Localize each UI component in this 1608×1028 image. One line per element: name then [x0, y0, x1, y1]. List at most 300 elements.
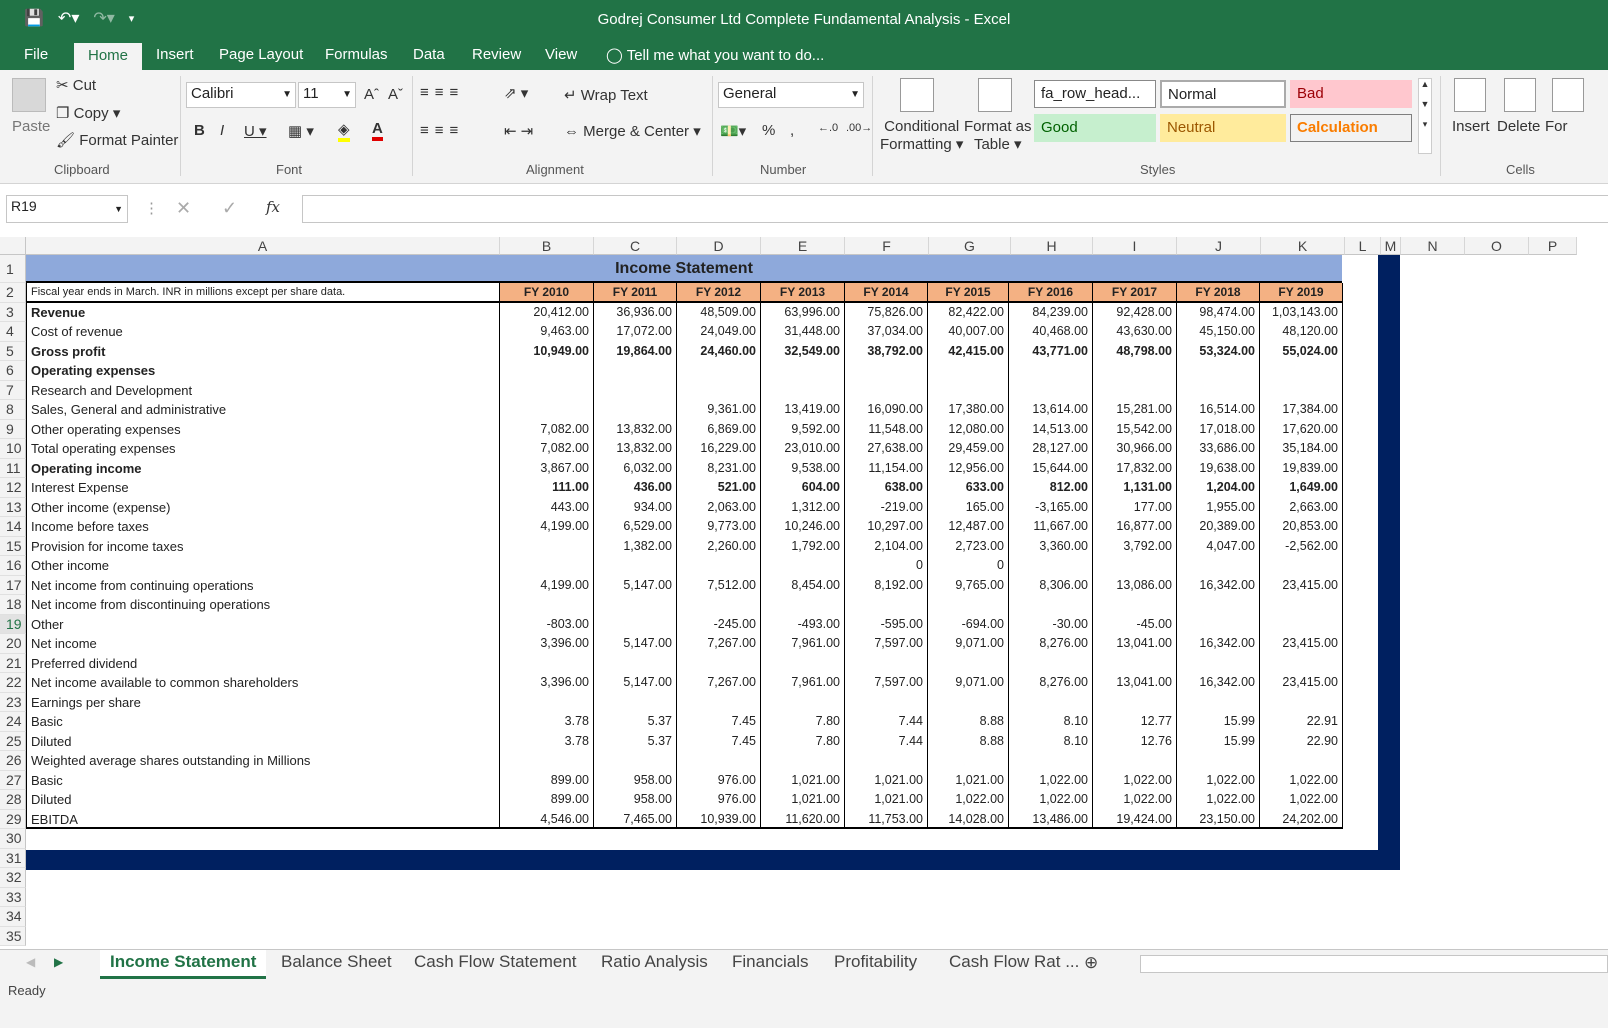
row-header[interactable]: 32: [0, 868, 26, 888]
row-label[interactable]: Earnings per share: [26, 693, 500, 713]
value-cell[interactable]: 3,396.00: [500, 673, 594, 693]
value-cell[interactable]: 9,071.00: [928, 634, 1009, 654]
value-cell[interactable]: 17,018.00: [1177, 420, 1260, 440]
indent-icons[interactable]: ⇤⇥: [504, 123, 538, 140]
currency-icon[interactable]: 💵▾: [720, 123, 747, 140]
column-header-d[interactable]: D: [677, 237, 761, 255]
row-label[interactable]: Basic: [26, 712, 500, 732]
row-header[interactable]: 22: [0, 673, 26, 693]
value-cell[interactable]: [500, 595, 594, 615]
percent-icon[interactable]: %: [762, 122, 776, 139]
format-as-table-button[interactable]: [964, 118, 1032, 153]
row-label[interactable]: Operating expenses: [26, 361, 500, 381]
value-cell[interactable]: [677, 361, 761, 381]
row-label[interactable]: Cost of revenue: [26, 322, 500, 342]
tab-home[interactable]: Home: [74, 43, 142, 70]
value-cell[interactable]: 7.80: [761, 712, 845, 732]
row-header[interactable]: 26: [0, 751, 26, 771]
tell-me-box[interactable]: [606, 46, 824, 64]
value-cell[interactable]: 1,022.00: [1177, 790, 1260, 810]
value-cell[interactable]: 6,869.00: [677, 420, 761, 440]
value-cell[interactable]: 16,342.00: [1177, 634, 1260, 654]
year-header[interactable]: FY 2013: [761, 283, 845, 303]
value-cell[interactable]: [677, 654, 761, 674]
value-cell[interactable]: 12.76: [1093, 732, 1177, 752]
style-calculation[interactable]: Calculation: [1290, 114, 1412, 142]
row-label[interactable]: Sales, General and administrative: [26, 400, 500, 420]
value-cell[interactable]: 1,792.00: [761, 537, 845, 557]
value-cell[interactable]: 1,312.00: [761, 498, 845, 518]
comma-icon[interactable]: ,: [790, 122, 795, 139]
value-cell[interactable]: 14,513.00: [1009, 420, 1093, 440]
value-cell[interactable]: 9,538.00: [761, 459, 845, 479]
value-cell[interactable]: 43,771.00: [1009, 342, 1093, 362]
value-cell[interactable]: 7,961.00: [761, 673, 845, 693]
value-cell[interactable]: [500, 693, 594, 713]
row-label[interactable]: Other operating expenses: [26, 420, 500, 440]
wrap-text-button[interactable]: [564, 86, 648, 104]
value-cell[interactable]: 31,448.00: [761, 322, 845, 342]
value-cell[interactable]: [845, 361, 928, 381]
value-cell[interactable]: 23,415.00: [1260, 576, 1343, 596]
delete-cells-button[interactable]: Delete: [1497, 118, 1541, 135]
row-header[interactable]: 4: [0, 322, 26, 342]
add-sheet-icon[interactable]: ⊕: [1084, 953, 1099, 972]
value-cell[interactable]: [1177, 595, 1260, 615]
value-cell[interactable]: [677, 751, 761, 771]
value-cell[interactable]: 165.00: [928, 498, 1009, 518]
value-cell[interactable]: 3.78: [500, 732, 594, 752]
value-cell[interactable]: 19,864.00: [594, 342, 677, 362]
value-cell[interactable]: 45,150.00: [1177, 322, 1260, 342]
value-cell[interactable]: [928, 381, 1009, 401]
value-cell[interactable]: 10,949.00: [500, 342, 594, 362]
row-header[interactable]: 30: [0, 829, 26, 849]
value-cell[interactable]: 38,792.00: [845, 342, 928, 362]
value-cell[interactable]: [928, 361, 1009, 381]
style-good[interactable]: Good: [1034, 114, 1156, 142]
value-cell[interactable]: 6,529.00: [594, 517, 677, 537]
copy-button[interactable]: ❐ Copy ▾: [56, 105, 121, 122]
value-cell[interactable]: 17,380.00: [928, 400, 1009, 420]
value-cell[interactable]: 5,147.00: [594, 634, 677, 654]
value-cell[interactable]: [1177, 361, 1260, 381]
value-cell[interactable]: 13,086.00: [1093, 576, 1177, 596]
value-cell[interactable]: 3,360.00: [1009, 537, 1093, 557]
value-cell[interactable]: 8,276.00: [1009, 673, 1093, 693]
value-cell[interactable]: 5,147.00: [594, 576, 677, 596]
row-label[interactable]: Operating income: [26, 459, 500, 479]
format-cells-button[interactable]: For: [1545, 118, 1568, 135]
row-header[interactable]: 16: [0, 556, 26, 576]
value-cell[interactable]: [761, 361, 845, 381]
tab-file[interactable]: File: [24, 46, 49, 63]
value-cell[interactable]: 55,024.00: [1260, 342, 1343, 362]
font-name-select[interactable]: [186, 82, 296, 108]
value-cell[interactable]: 10,246.00: [761, 517, 845, 537]
value-cell[interactable]: 23,415.00: [1260, 634, 1343, 654]
value-cell[interactable]: 48,798.00: [1093, 342, 1177, 362]
column-header-n[interactable]: N: [1401, 237, 1465, 255]
value-cell[interactable]: 53,324.00: [1177, 342, 1260, 362]
borders-icon[interactable]: ▦ ▾: [288, 123, 314, 140]
value-cell[interactable]: [1093, 654, 1177, 674]
column-header-f[interactable]: F: [845, 237, 929, 255]
worksheet-grid[interactable]: [0, 237, 1608, 949]
value-cell[interactable]: 1,955.00: [1177, 498, 1260, 518]
value-cell[interactable]: [594, 400, 677, 420]
value-cell[interactable]: 23,010.00: [761, 439, 845, 459]
row-header[interactable]: 19: [0, 615, 26, 635]
value-cell[interactable]: [1093, 693, 1177, 713]
value-cell[interactable]: 11,548.00: [845, 420, 928, 440]
orientation-icon[interactable]: ⇗ ▾: [504, 85, 529, 102]
value-cell[interactable]: 1,022.00: [1093, 790, 1177, 810]
value-cell[interactable]: 33,686.00: [1177, 439, 1260, 459]
value-cell[interactable]: [1177, 556, 1260, 576]
value-cell[interactable]: 958.00: [594, 790, 677, 810]
sheet-title[interactable]: Income Statement: [26, 255, 1342, 283]
value-cell[interactable]: 11,753.00: [845, 810, 928, 830]
value-cell[interactable]: [1260, 361, 1343, 381]
value-cell[interactable]: 17,832.00: [1093, 459, 1177, 479]
value-cell[interactable]: 633.00: [928, 478, 1009, 498]
value-cell[interactable]: [1260, 751, 1343, 771]
value-cell[interactable]: [1177, 693, 1260, 713]
format-painter-button[interactable]: [56, 131, 178, 149]
value-cell[interactable]: 976.00: [677, 771, 761, 791]
value-cell[interactable]: 812.00: [1009, 478, 1093, 498]
value-cell[interactable]: 8,306.00: [1009, 576, 1093, 596]
fill-color-icon[interactable]: ◈: [338, 120, 350, 142]
row-header[interactable]: 23: [0, 693, 26, 713]
value-cell[interactable]: 13,486.00: [1009, 810, 1093, 830]
value-cell[interactable]: 9,773.00: [677, 517, 761, 537]
row-header[interactable]: 14: [0, 517, 26, 537]
row-header[interactable]: 5: [0, 342, 26, 362]
value-cell[interactable]: [677, 595, 761, 615]
sheet-tab-cash-flow-ratios[interactable]: Cash Flow Rat ...: [949, 952, 1080, 971]
value-cell[interactable]: [1009, 654, 1093, 674]
value-cell[interactable]: [1009, 595, 1093, 615]
value-cell[interactable]: 111.00: [500, 478, 594, 498]
value-cell[interactable]: 8,192.00: [845, 576, 928, 596]
value-cell[interactable]: [500, 751, 594, 771]
value-cell[interactable]: -2,562.00: [1260, 537, 1343, 557]
value-cell[interactable]: 1,131.00: [1093, 478, 1177, 498]
enter-icon[interactable]: ✓: [222, 198, 238, 218]
value-cell[interactable]: [928, 693, 1009, 713]
value-cell[interactable]: [845, 595, 928, 615]
value-cell[interactable]: 17,620.00: [1260, 420, 1343, 440]
value-cell[interactable]: [1009, 693, 1093, 713]
value-cell[interactable]: 11,154.00: [845, 459, 928, 479]
value-cell[interactable]: [1260, 693, 1343, 713]
row-header[interactable]: 9: [0, 420, 26, 440]
value-cell[interactable]: 7,082.00: [500, 420, 594, 440]
column-header-i[interactable]: I: [1093, 237, 1177, 255]
value-cell[interactable]: 40,007.00: [928, 322, 1009, 342]
conditional-formatting-button[interactable]: [880, 118, 963, 153]
value-cell[interactable]: [1009, 556, 1093, 576]
insert-function-icon[interactable]: fx: [266, 198, 281, 216]
column-header-o[interactable]: O: [1465, 237, 1529, 255]
value-cell[interactable]: -694.00: [928, 615, 1009, 635]
sheet-tab-profitability[interactable]: Profitability: [834, 952, 918, 971]
save-icon[interactable]: 💾: [24, 10, 44, 27]
row-header[interactable]: 33: [0, 888, 26, 908]
value-cell[interactable]: 23,415.00: [1260, 673, 1343, 693]
value-cell[interactable]: 15.99: [1177, 732, 1260, 752]
value-cell[interactable]: [677, 381, 761, 401]
value-cell[interactable]: [928, 654, 1009, 674]
value-cell[interactable]: 16,342.00: [1177, 673, 1260, 693]
value-cell[interactable]: 2,063.00: [677, 498, 761, 518]
value-cell[interactable]: 11,620.00: [761, 810, 845, 830]
row-label[interactable]: Interest Expense: [26, 478, 500, 498]
sheet-tab-ratio-analysis[interactable]: Ratio Analysis: [601, 952, 708, 971]
value-cell[interactable]: 24,460.00: [677, 342, 761, 362]
value-cell[interactable]: 443.00: [500, 498, 594, 518]
value-cell[interactable]: 8,231.00: [677, 459, 761, 479]
value-cell[interactable]: 1,022.00: [1260, 771, 1343, 791]
value-cell[interactable]: [1177, 654, 1260, 674]
value-cell[interactable]: 15.99: [1177, 712, 1260, 732]
row-header[interactable]: 7: [0, 381, 26, 401]
row-header[interactable]: 20: [0, 634, 26, 654]
value-cell[interactable]: [500, 400, 594, 420]
value-cell[interactable]: 6,032.00: [594, 459, 677, 479]
value-cell[interactable]: 1,022.00: [1009, 771, 1093, 791]
value-cell[interactable]: 22.90: [1260, 732, 1343, 752]
value-cell[interactable]: 0: [845, 556, 928, 576]
value-cell[interactable]: 37,034.00: [845, 322, 928, 342]
value-cell[interactable]: 48,509.00: [677, 303, 761, 323]
value-cell[interactable]: [1177, 615, 1260, 635]
value-cell[interactable]: [594, 556, 677, 576]
value-cell[interactable]: 5.37: [594, 732, 677, 752]
sheet-tab-balance-sheet[interactable]: Balance Sheet: [281, 952, 392, 971]
value-cell[interactable]: 10,939.00: [677, 810, 761, 830]
value-cell[interactable]: 2,260.00: [677, 537, 761, 557]
value-cell[interactable]: [594, 615, 677, 635]
row-label[interactable]: Preferred dividend: [26, 654, 500, 674]
value-cell[interactable]: 8,454.00: [761, 576, 845, 596]
row-label[interactable]: Net income available to common shareholders: [26, 673, 500, 693]
value-cell[interactable]: [1093, 556, 1177, 576]
value-cell[interactable]: [1093, 361, 1177, 381]
value-cell[interactable]: [1260, 595, 1343, 615]
value-cell[interactable]: 604.00: [761, 478, 845, 498]
value-cell[interactable]: 12,080.00: [928, 420, 1009, 440]
underline-icon[interactable]: U ▾: [244, 123, 267, 140]
row-label[interactable]: Other income: [26, 556, 500, 576]
decrease-decimal-icon[interactable]: .00→: [846, 122, 873, 134]
value-cell[interactable]: 1,649.00: [1260, 478, 1343, 498]
value-cell[interactable]: 16,877.00: [1093, 517, 1177, 537]
year-header[interactable]: FY 2019: [1260, 283, 1343, 303]
tab-view[interactable]: View: [545, 46, 578, 63]
value-cell[interactable]: 15,644.00: [1009, 459, 1093, 479]
value-cell[interactable]: 3,792.00: [1093, 537, 1177, 557]
row-header[interactable]: 8: [0, 400, 26, 420]
value-cell[interactable]: 4,546.00: [500, 810, 594, 830]
value-cell[interactable]: [761, 654, 845, 674]
style-bad[interactable]: Bad: [1290, 80, 1412, 108]
row-header[interactable]: 3: [0, 303, 26, 323]
value-cell[interactable]: 1,022.00: [1260, 790, 1343, 810]
row-header[interactable]: 18: [0, 595, 26, 615]
value-cell[interactable]: 48,120.00: [1260, 322, 1343, 342]
value-cell[interactable]: 7,597.00: [845, 634, 928, 654]
column-header-g[interactable]: G: [929, 237, 1011, 255]
styles-gallery-scroll[interactable]: ▲ ▼ ▾: [1418, 78, 1432, 154]
value-cell[interactable]: 12,956.00: [928, 459, 1009, 479]
value-cell[interactable]: [1009, 751, 1093, 771]
value-cell[interactable]: 13,419.00: [761, 400, 845, 420]
value-cell[interactable]: [594, 751, 677, 771]
column-header-j[interactable]: J: [1177, 237, 1261, 255]
value-cell[interactable]: 20,412.00: [500, 303, 594, 323]
row-label[interactable]: EBITDA: [26, 810, 500, 830]
value-cell[interactable]: -595.00: [845, 615, 928, 635]
value-cell[interactable]: 19,839.00: [1260, 459, 1343, 479]
value-cell[interactable]: 16,229.00: [677, 439, 761, 459]
horizontal-scrollbar[interactable]: [1140, 955, 1608, 973]
value-cell[interactable]: 43,630.00: [1093, 322, 1177, 342]
value-cell[interactable]: 29,459.00: [928, 439, 1009, 459]
row-label[interactable]: Net income: [26, 634, 500, 654]
number-format-select[interactable]: [718, 82, 864, 108]
tab-formulas[interactable]: Formulas: [325, 46, 388, 63]
column-header-b[interactable]: B: [500, 237, 594, 255]
value-cell[interactable]: 92,428.00: [1093, 303, 1177, 323]
value-cell[interactable]: 23,150.00: [1177, 810, 1260, 830]
value-cell[interactable]: [845, 654, 928, 674]
value-cell[interactable]: 12.77: [1093, 712, 1177, 732]
year-header[interactable]: FY 2016: [1009, 283, 1093, 303]
row-label[interactable]: Net income from continuing operations: [26, 576, 500, 596]
value-cell[interactable]: [845, 751, 928, 771]
row-label[interactable]: Weighted average shares outstanding in Millions: [26, 751, 500, 771]
column-header-e[interactable]: E: [761, 237, 845, 255]
row-header[interactable]: 27: [0, 771, 26, 791]
value-cell[interactable]: 13,832.00: [594, 439, 677, 459]
row-header[interactable]: 31: [0, 849, 26, 869]
value-cell[interactable]: [761, 693, 845, 713]
value-cell[interactable]: 1,021.00: [845, 771, 928, 791]
value-cell[interactable]: 3,867.00: [500, 459, 594, 479]
value-cell[interactable]: [1177, 751, 1260, 771]
value-cell[interactable]: 1,022.00: [928, 790, 1009, 810]
row-header[interactable]: 13: [0, 498, 26, 518]
row-header[interactable]: 6: [0, 361, 26, 381]
value-cell[interactable]: 4,199.00: [500, 576, 594, 596]
value-cell[interactable]: 638.00: [845, 478, 928, 498]
value-cell[interactable]: 899.00: [500, 771, 594, 791]
value-cell[interactable]: 63,996.00: [761, 303, 845, 323]
value-cell[interactable]: 9,361.00: [677, 400, 761, 420]
tab-insert[interactable]: Insert: [156, 46, 194, 63]
value-cell[interactable]: [845, 693, 928, 713]
value-cell[interactable]: 16,090.00: [845, 400, 928, 420]
redo-icon[interactable]: ↷▾: [93, 10, 115, 27]
value-cell[interactable]: -30.00: [1009, 615, 1093, 635]
column-header-k[interactable]: K: [1261, 237, 1345, 255]
value-cell[interactable]: 8.88: [928, 712, 1009, 732]
sheet-tab-income-statement[interactable]: Income Statement: [100, 950, 266, 979]
value-cell[interactable]: 1,021.00: [761, 790, 845, 810]
value-cell[interactable]: [500, 381, 594, 401]
italic-icon[interactable]: I: [220, 122, 225, 139]
value-cell[interactable]: 17,072.00: [594, 322, 677, 342]
row-header[interactable]: 1: [0, 255, 26, 283]
value-cell[interactable]: 1,021.00: [845, 790, 928, 810]
value-cell[interactable]: 7,597.00: [845, 673, 928, 693]
value-cell[interactable]: 11,667.00: [1009, 517, 1093, 537]
value-cell[interactable]: 15,281.00: [1093, 400, 1177, 420]
row-header[interactable]: 29: [0, 810, 26, 830]
value-cell[interactable]: [500, 654, 594, 674]
style-neutral[interactable]: Neutral: [1160, 114, 1286, 142]
value-cell[interactable]: 1,022.00: [1009, 790, 1093, 810]
value-cell[interactable]: 13,614.00: [1009, 400, 1093, 420]
value-cell[interactable]: 8.10: [1009, 712, 1093, 732]
font-color-icon[interactable]: A: [372, 120, 383, 141]
year-header[interactable]: FY 2012: [677, 283, 761, 303]
year-header[interactable]: FY 2010: [500, 283, 594, 303]
row-label[interactable]: Other income (expense): [26, 498, 500, 518]
row-header[interactable]: 25: [0, 732, 26, 752]
value-cell[interactable]: 1,022.00: [1093, 771, 1177, 791]
value-cell[interactable]: 14,028.00: [928, 810, 1009, 830]
value-cell[interactable]: [594, 595, 677, 615]
value-cell[interactable]: [594, 654, 677, 674]
value-cell[interactable]: 17,384.00: [1260, 400, 1343, 420]
value-cell[interactable]: 2,723.00: [928, 537, 1009, 557]
paste-button[interactable]: Paste: [12, 118, 51, 135]
value-cell[interactable]: 899.00: [500, 790, 594, 810]
customize-toolbar-icon[interactable]: ▾: [128, 12, 135, 25]
column-header-c[interactable]: C: [594, 237, 677, 255]
column-header-a[interactable]: A: [26, 237, 500, 255]
font-size-select[interactable]: [298, 82, 356, 108]
value-cell[interactable]: 24,049.00: [677, 322, 761, 342]
value-cell[interactable]: 10,297.00: [845, 517, 928, 537]
value-cell[interactable]: [761, 751, 845, 771]
row-header[interactable]: 11: [0, 459, 26, 479]
row-label[interactable]: Net income from discontinuing operations: [26, 595, 500, 615]
paste-icon[interactable]: [12, 78, 46, 112]
value-cell[interactable]: 84,239.00: [1009, 303, 1093, 323]
value-cell[interactable]: 16,342.00: [1177, 576, 1260, 596]
style-fa-row-header[interactable]: fa_row_head...: [1034, 80, 1156, 108]
year-header[interactable]: FY 2017: [1093, 283, 1177, 303]
value-cell[interactable]: [928, 595, 1009, 615]
row-header[interactable]: 28: [0, 790, 26, 810]
value-cell[interactable]: [500, 361, 594, 381]
row-header[interactable]: 21: [0, 654, 26, 674]
value-cell[interactable]: 40,468.00: [1009, 322, 1093, 342]
value-cell[interactable]: 934.00: [594, 498, 677, 518]
value-cell[interactable]: 7.80: [761, 732, 845, 752]
fiscal-note[interactable]: Fiscal year ends in March. INR in millions except per share data.: [26, 283, 500, 303]
tab-data[interactable]: Data: [413, 46, 445, 63]
value-cell[interactable]: 12,487.00: [928, 517, 1009, 537]
name-box[interactable]: [6, 195, 128, 223]
grow-font-icon[interactable]: Aˆ: [364, 86, 379, 103]
sheet-tab-financials[interactable]: Financials: [732, 952, 809, 971]
